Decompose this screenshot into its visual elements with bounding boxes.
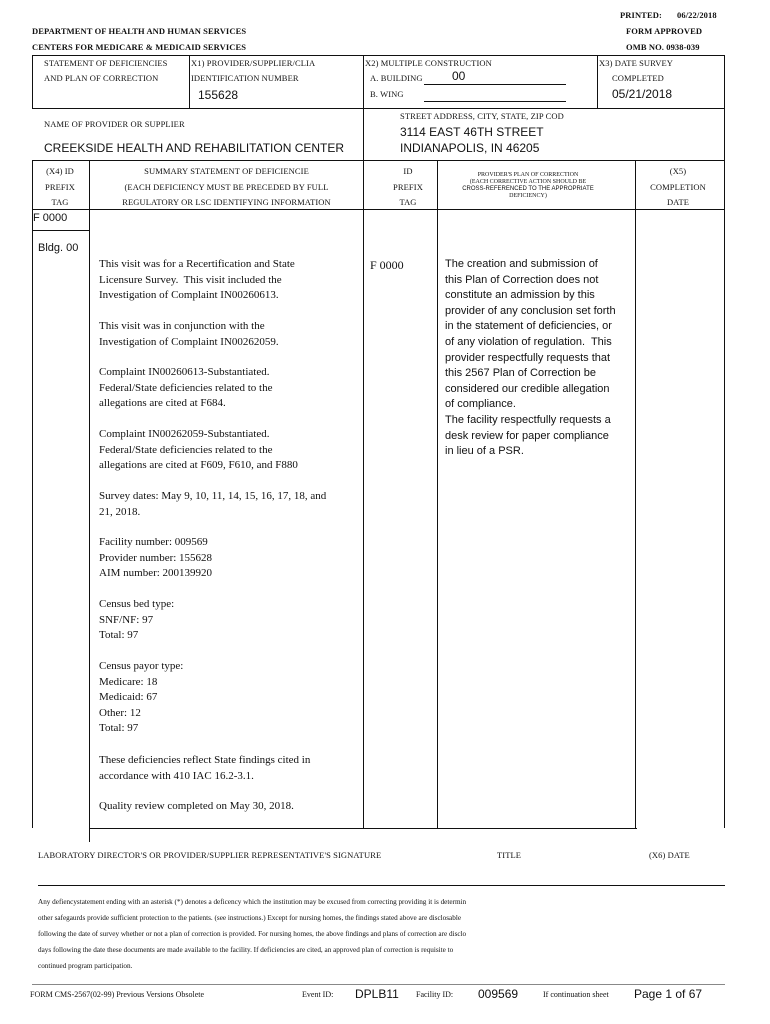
wing-label: B. WING xyxy=(370,89,404,99)
plan-header-1: PROVIDER'S PLAN OF CORRECTION xyxy=(477,172,579,178)
summary-para-8: Census payor type: Medicare: 18 Medicaid: 67 Other: 12 Total: 97 xyxy=(99,660,184,735)
building-value: 00 xyxy=(452,69,466,83)
summary-para-6: Facility number: 009569 Provider number: 155628 AIM number: 200139920 xyxy=(99,536,213,580)
event-id-label: Event ID: xyxy=(302,990,334,999)
summary-para-7: Census bed type: SNF/NF: 97 Total: 97 xyxy=(99,598,175,642)
form-number: FORM CMS-2567(02-99) Previous Versions Obsolete xyxy=(30,990,205,999)
building-tag: Bldg. 00 xyxy=(38,242,79,254)
id-tag-header: TAG xyxy=(399,197,417,207)
x5-date-header: DATE xyxy=(666,197,690,207)
summary-header-2: (EACH DEFICIENCY MUST BE PRECEDED BY FULL xyxy=(124,182,329,192)
x1-label: X1) PROVIDER/SUPPLIER/CLIA xyxy=(191,58,316,68)
printed-label: PRINTED: xyxy=(620,10,662,20)
disclaimer-line-1: Any defiencystatement ending with an asterisk (*) denotes a deficency which the institution may be excused from correcting providing it is determin xyxy=(38,898,467,906)
summary-header-1: SUMMARY STATEMENT OF DEFICIENCIE xyxy=(144,166,309,176)
continuation-label: If continuation sheet xyxy=(543,990,609,999)
address-line2: INDIANAPOLIS, IN 46205 xyxy=(400,141,540,155)
summary-para-10: Quality review completed on May 30, 2018. xyxy=(99,800,294,812)
disclaimer-line-2: other safegaurds provide sufficient protection to the patients. (see instructions.) Except for nursing homes, the findings stated above are disclosable xyxy=(38,914,462,922)
signature-label: LABORATORY DIRECTOR'S OR PROVIDER/SUPPLIER REPRESENTATIVE'S SIGNATURE xyxy=(38,850,382,860)
building-label: A. BUILDING xyxy=(370,73,423,83)
summary-header-3: REGULATORY OR LSC IDENTIFYING INFORMATION xyxy=(122,197,331,207)
form-approved: FORM APPROVED xyxy=(626,26,703,36)
facility-id-value: 009569 xyxy=(478,987,519,1001)
plan-of-correction-text: The creation and submission of this Plan of Correction does not constitute an admission by this provider of any conclusion set forth in the statement of deficiencies, or of any violation of regulation. This provider respectfully requests that this 2567 Plan of Correction be considered our credible allegation of compliance. The facility respectfully requests a desk review for paper compliance in lieu of a PSR. xyxy=(445,258,616,458)
disclaimer xyxy=(38,894,466,974)
provider-name-label: NAME OF PROVIDER OR SUPPLIER xyxy=(44,119,185,129)
address-label: STREET ADDRESS, CITY, STATE, ZIP COD xyxy=(400,111,564,121)
statement-label: STATEMENT OF DEFICIENCIES xyxy=(44,58,168,68)
tag-right: F 0000 xyxy=(370,258,404,272)
summary-para-9: These deficiencies reflect State findings cited in accordance with 410 IAC 16.2-3.1. xyxy=(99,754,311,782)
x4-prefix-header: PREFIX xyxy=(45,182,75,192)
provider-number: 155628 xyxy=(198,88,239,102)
tag-left: F 0000 xyxy=(33,212,68,224)
disclaimer-line-3: following the date of survey whether or not a plan of correction is provided. For nursing homes, the above findings and plans of correction are disclo xyxy=(38,930,467,938)
x4-tag-header: TAG xyxy=(51,197,69,207)
agency-line1: DEPARTMENT OF HEALTH AND HUMAN SERVICES xyxy=(32,26,247,36)
facility-id-label: Facility ID: xyxy=(416,990,454,999)
id-prefix-header: PREFIX xyxy=(393,182,423,192)
summary-para-1: This visit was for a Recertification and State Licensure Survey. This visit included the Investigation of Complaint IN00260613. xyxy=(99,258,295,302)
plan-header-2: (EACH CORRECTIVE ACTION SHOULD BE xyxy=(469,179,587,185)
plan-header-4: DEFICIENCY) xyxy=(509,193,547,199)
address-line1: 3114 EAST 46TH STREET xyxy=(400,125,544,139)
omb-number: OMB NO. 0938-039 xyxy=(626,42,700,52)
disclaimer-line-5: continued program participation. xyxy=(38,962,133,970)
agency-line2: CENTERS FOR MEDICARE & MEDICAID SERVICES xyxy=(32,42,247,52)
plan-header-3: CROSS-REFERENCED TO THE APPROPRIATE xyxy=(462,186,594,192)
title-label: TITLE xyxy=(497,850,522,860)
x4-id-header: (X4) ID xyxy=(46,166,74,176)
x6-date-label: (X6) DATE xyxy=(649,850,690,860)
event-id-value: DPLB11 xyxy=(355,987,399,1001)
disclaimer-line-4: days following the date these documents are made available to the facility. If deficiencies are cited, an approved plan of correction is requisite to xyxy=(38,946,454,954)
x2-label: X2) MULTIPLE CONSTRUCTION xyxy=(365,58,492,68)
summary-para-2: This visit was in conjunction with the Investigation of Complaint IN00262059. xyxy=(99,320,279,348)
x5-header: (X5) xyxy=(669,166,687,176)
x5-completion-header: COMPLETION xyxy=(650,182,706,192)
x1-id-label: IDENTIFICATION NUMBER xyxy=(191,73,299,83)
summary-para-3: Complaint IN00260613-Substantiated. Federal/State deficiencies related to the allegations are cited at F684. xyxy=(99,366,273,410)
printed-date: 06/22/2018 xyxy=(677,10,717,20)
x3-label: X3) DATE SURVEY xyxy=(599,58,674,68)
provider-name: CREEKSIDE HEALTH AND REHABILITATION CENTER xyxy=(44,141,345,155)
id-header: ID xyxy=(403,166,413,176)
page-number: Page 1 of 67 xyxy=(634,987,703,1001)
plan-of-correction-label: AND PLAN OF CORRECTION xyxy=(44,73,159,83)
summary-para-5: Survey dates: May 9, 10, 11, 14, 15, 16, 17, 18, and 21, 2018. xyxy=(99,490,327,518)
survey-date: 05/21/2018 xyxy=(612,87,673,101)
x3-completed-label: COMPLETED xyxy=(612,73,664,83)
summary-para-4: Complaint IN00262059-Substantiated. Federal/State deficiencies related to the allegations are cited at F609, F610, and F880 xyxy=(99,428,298,472)
